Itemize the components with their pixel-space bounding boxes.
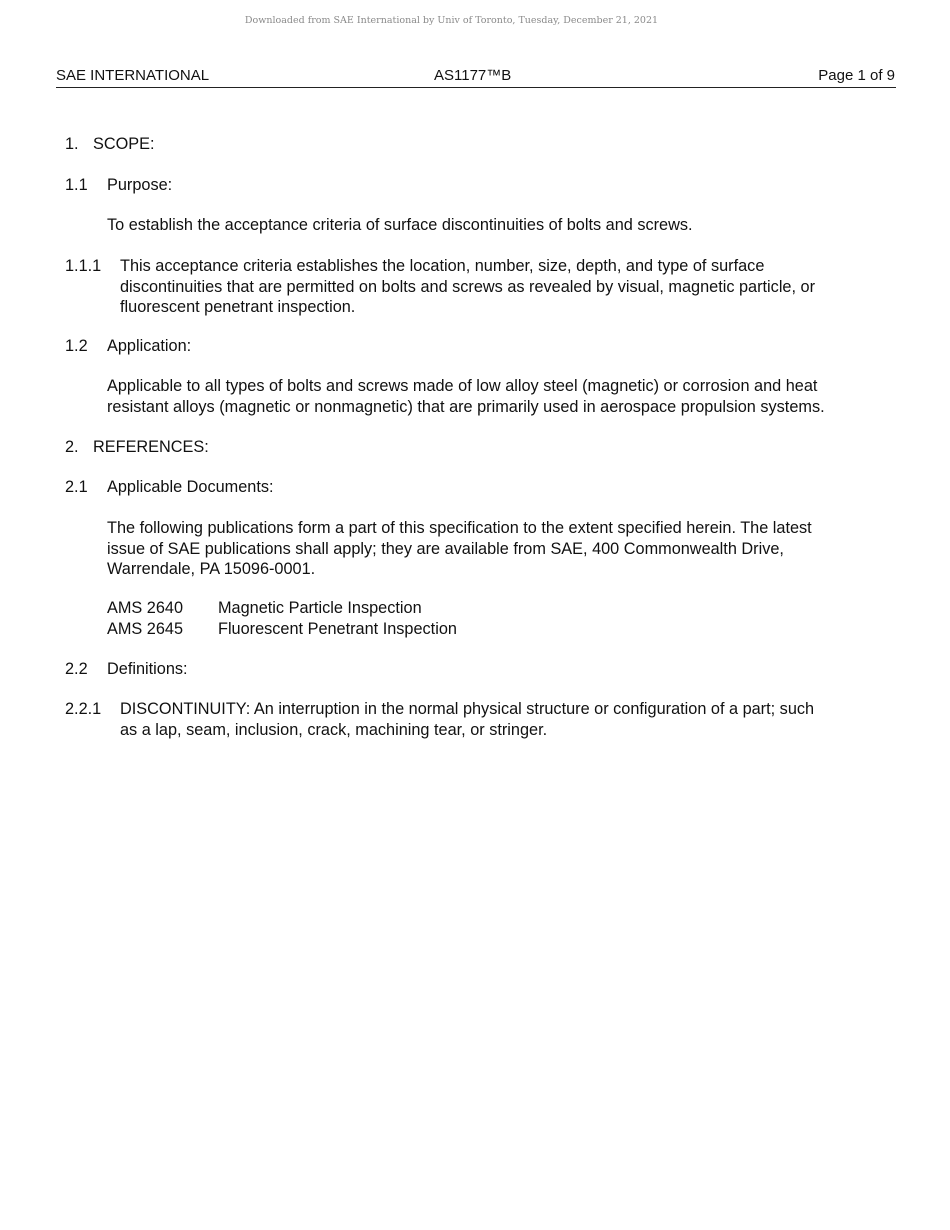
section-text xyxy=(120,699,880,740)
paragraph-line: DISCONTINUITY: An interruption in the normal physical structure or configuration of a part; such xyxy=(120,700,815,718)
paragraph-line: fluorescent penetrant inspection. xyxy=(120,298,356,316)
application-paragraph xyxy=(107,376,877,417)
section-number: 1.2 xyxy=(65,337,88,355)
section-title: Applicable Documents: xyxy=(107,478,274,496)
section-number: 1.1 xyxy=(65,176,88,194)
paragraph-line: as a lap, seam, inclusion, crack, machining tear, or stringer. xyxy=(120,720,548,739)
section-title: Definitions: xyxy=(107,660,188,678)
paragraph-line: Applicable to all types of bolts and screws made of low alloy steel (magnetic) or corrosion and heat xyxy=(107,377,818,395)
section-number: 2.1 xyxy=(65,478,88,496)
section-title: REFERENCES: xyxy=(93,438,209,456)
reference-title: Fluorescent Penetrant Inspection xyxy=(218,620,457,638)
paragraph-line: This acceptance criteria establishes the location, number, size, depth, and type of surface xyxy=(120,257,765,275)
download-watermark: Downloaded from SAE International by Univ of Toronto, Tuesday, December 21, 2021 xyxy=(244,15,659,26)
paragraph-line: discontinuities that are permitted on bolts and screws as revealed by visual, magnetic particle, or xyxy=(120,277,816,296)
page-header xyxy=(56,66,896,88)
section-number: 2.2.1 xyxy=(65,700,102,718)
paragraph-line: resistant alloys (magnetic or nonmagnetic) that are primarily used in aerospace propulsion systems. xyxy=(107,397,825,416)
paragraph-line: To establish the acceptance criteria of surface discontinuities of bolts and screws. xyxy=(107,216,693,234)
section-number: 1. xyxy=(65,135,79,153)
section-number: 2.2 xyxy=(65,660,88,678)
section-title: SCOPE: xyxy=(93,135,155,153)
section-number: 2. xyxy=(65,438,79,456)
paragraph-line: Warrendale, PA 15096-0001. xyxy=(107,560,316,578)
paragraph-line: The following publications form a part of this specification to the extent specified herein. The latest xyxy=(107,519,812,537)
paragraph-line: issue of SAE publications shall apply; they are available from SAE, 400 Commonwealth Drive, xyxy=(107,539,784,558)
section-title: Purpose: xyxy=(107,176,173,194)
reference-title: Magnetic Particle Inspection xyxy=(218,599,422,617)
header-document-number: AS1177™B xyxy=(434,67,512,84)
reference-code: AMS 2645 xyxy=(107,620,184,638)
header-page-number: Page 1 of 9 xyxy=(818,67,895,84)
applicable-documents-paragraph xyxy=(107,518,877,580)
purpose-paragraph xyxy=(107,215,877,236)
header-organization: SAE INTERNATIONAL xyxy=(56,67,210,84)
section-title: Application: xyxy=(107,337,192,355)
section-text xyxy=(120,256,880,318)
reference-code: AMS 2640 xyxy=(107,599,184,617)
section-number: 1.1.1 xyxy=(65,257,102,275)
